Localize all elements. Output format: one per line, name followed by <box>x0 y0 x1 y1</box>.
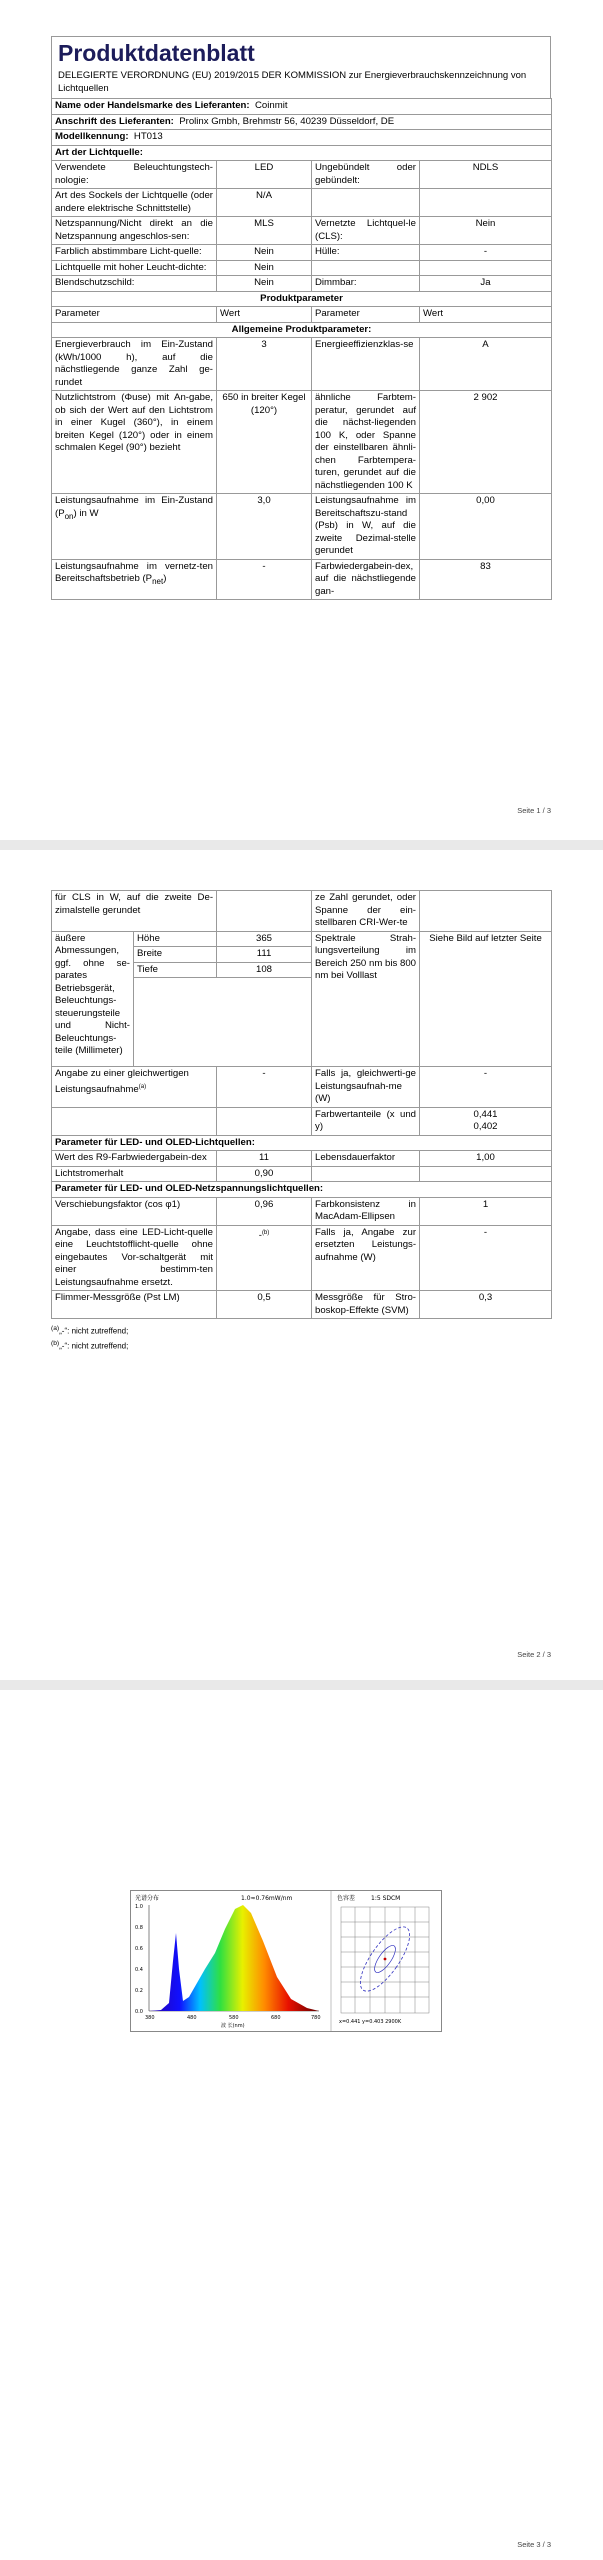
cell-label-text: Leistungsaufnahme im Ein-Zustand (P <box>55 495 213 519</box>
tolerance-title: 色容差 <box>337 1895 356 1902</box>
general-header: Allgemeine Produktparameter: <box>52 322 552 338</box>
cell-label: Lebensdauerfaktor <box>312 1151 420 1167</box>
col-value: Wert <box>217 307 312 323</box>
cell-label <box>52 559 217 600</box>
cell-label <box>312 260 420 276</box>
table-row <box>52 276 552 292</box>
spectral-value: Siehe Bild auf letzter Seite <box>420 931 552 1067</box>
cell-value: N/A <box>217 189 312 217</box>
cell-label: Verschiebungsfaktor (cos φ1) <box>52 1197 217 1225</box>
cell-label: Art des Sockels der Lichtquelle (oder andere elektrische Schnittstelle) <box>52 189 217 217</box>
page-number: Seite 2 / 3 <box>517 1650 551 1659</box>
footnote-text: „-“: nicht zutreffend; <box>59 1326 129 1336</box>
chroma-y: 0,402 <box>473 1121 498 1132</box>
footnote-a <box>51 1323 551 1338</box>
cell-label: Lichtstromerhalt <box>52 1166 217 1182</box>
cell-value: - <box>420 1067 552 1108</box>
cell-value: 1,00 <box>420 1151 552 1167</box>
cell-value <box>420 891 552 932</box>
cell-value: 0,5 <box>217 1291 312 1319</box>
cell-value: Nein <box>217 260 312 276</box>
cell-label: Ungebündelt oder gebündelt: <box>312 161 420 189</box>
cell-label-text: Angabe zu einer gleichwertigen Leistungsaufnahme <box>55 1068 189 1095</box>
lightsource-header-row <box>52 145 552 161</box>
table-row <box>52 494 552 560</box>
chromaticity-point <box>384 1958 387 1961</box>
led-header-row <box>52 1135 552 1151</box>
cell-value: Nein <box>217 276 312 292</box>
x-tick: 580 <box>229 2015 239 2021</box>
cell-label: Falls ja, Angabe zur ersetzten Leistungs-aufnahme (W) <box>312 1225 420 1291</box>
cell-label <box>52 1107 217 1135</box>
cell-label-text: ) in W <box>73 507 99 519</box>
table-row <box>52 391 552 494</box>
cell-value <box>420 260 552 276</box>
cell-label-text: ) <box>163 573 167 584</box>
cell-label: Nutzlichtstrom (Φuse) mit An-gabe, ob sich der Wert auf den Lichtstrom in einer Kugel (360°), in einem breiten Kegel (120°) oder in einem schmalen Kegel (90°) bezieht <box>52 391 217 494</box>
cell-value: 3 <box>217 338 312 391</box>
cell-value: 83 <box>420 559 552 600</box>
cell-value <box>420 1107 552 1135</box>
led-header: Parameter für LED- und OLED-Lichtquellen: <box>52 1135 552 1151</box>
cell-label: Messgröße für Stro-boskop-Effekte (SVM) <box>312 1291 420 1319</box>
table-row <box>52 1151 552 1167</box>
cell-label: Angabe, dass eine LED-Licht-quelle eine Leuchtstofflicht-quelle ohne eingebautes Vor-schaltgerät mit einer bestimm-ten Leistungsaufnahme ersetzt. <box>52 1225 217 1291</box>
lightsource-header: Art der Lichtquelle: <box>52 145 552 161</box>
cell-value: 0,90 <box>217 1166 312 1182</box>
supplier-address-label: Anschrift des Lieferanten: <box>55 115 174 127</box>
regulation-subtitle: DELEGIERTE VERORDNUNG (EU) 2019/2015 DER KOMMISSION zur Energieverbrauchskennzeichnung von Lichtquellen <box>58 70 527 94</box>
table-row <box>52 161 552 189</box>
chroma-x: 0,441 <box>473 1108 498 1120</box>
spectral-label: Spektrale Strah-lungsverteilung im Bereich 250 nm bis 800 nm bei Volllast <box>312 931 420 1067</box>
cell-label <box>52 494 217 560</box>
width-label: Breite <box>134 947 217 963</box>
y-tick: 0.8 <box>135 1925 143 1931</box>
cell-value: 3,0 <box>217 494 312 560</box>
cell-value: Nein <box>217 245 312 261</box>
depth-label: Tiefe <box>134 962 217 978</box>
cell-value: 0,96 <box>217 1197 312 1225</box>
cell-label: Energieverbrauch im Ein-Zustand (kWh/1000 h), auf die nächstliegende ganze Zahl ge-rundet <box>52 338 217 391</box>
cell-label: Hülle: <box>312 245 420 261</box>
params-column-row <box>52 307 552 323</box>
cell-label <box>312 189 420 217</box>
table-row <box>52 1067 552 1108</box>
table-row <box>52 338 552 391</box>
col-parameter: Parameter <box>52 307 217 323</box>
cell-value: 2 902 <box>420 391 552 494</box>
footnote-ref: (b) <box>261 1229 270 1236</box>
params-header-row <box>52 291 552 307</box>
table-row <box>52 260 552 276</box>
cell-label: Lichtquelle mit hoher Leucht-dichte: <box>52 260 217 276</box>
cell-value: 11 <box>217 1151 312 1167</box>
y-ticks <box>135 1904 143 2015</box>
cell-value: - <box>420 1225 552 1291</box>
x-tick: 680 <box>271 2015 281 2021</box>
table-row <box>52 1225 552 1291</box>
cell-label: Farbwiedergabein-dex, auf die nächstliegende gan- <box>312 559 420 600</box>
page-3 <box>0 1690 603 2560</box>
footnote-text: „-“: nicht zutreffend; <box>59 1341 129 1351</box>
model-label: Modellkennung: <box>55 131 129 142</box>
cell-label: ähnliche Farbtem-peratur, gerundet auf die nächst-liegenden 100 K, oder Spanne der einstellbaren ähnli-chen Farbtempera-turen, gerundet auf die nächstliegenden 100 K <box>312 391 420 494</box>
general-header-row <box>52 322 552 338</box>
cell-label: Farbkonsistenz in MacAdam-Ellipsen <box>312 1197 420 1225</box>
y-tick: 0.2 <box>135 1988 143 1994</box>
y-tick: 0.6 <box>135 1946 143 1952</box>
cell-label <box>52 1067 217 1108</box>
dims-blank <box>134 978 312 1067</box>
model-row <box>52 130 552 146</box>
cell-label: Blendschutzschild: <box>52 276 217 292</box>
page-number: Seite 3 / 3 <box>517 2540 551 2549</box>
table-row <box>52 217 552 245</box>
supplier-name-row <box>52 99 552 115</box>
tolerance-scale: 1:5 SDCM <box>371 1895 401 1902</box>
spectrum-curve <box>149 1905 319 2011</box>
cell-label: Farbwertanteile (x und y) <box>312 1107 420 1135</box>
supplier-name-label: Name oder Handelsmarke des Lieferanten: <box>55 100 250 111</box>
cell-label: Falls ja, gleichwerti-ge Leistungsaufnah-me (W) <box>312 1067 420 1108</box>
cell-value: 650 in breiter Kegel (120°) <box>217 391 312 494</box>
y-tick: 0.4 <box>135 1967 143 1973</box>
page-title: Produktdatenblatt <box>58 40 255 66</box>
table-row <box>52 245 552 261</box>
table-row <box>52 559 552 600</box>
y-tick: 1.0 <box>135 1904 143 1910</box>
spectrum-svg <box>131 1891 441 2031</box>
footnote-b <box>51 1338 551 1353</box>
cell-value <box>420 1166 552 1182</box>
table-row <box>52 1197 552 1225</box>
cell-value <box>217 891 312 932</box>
cell-label-text: Leistungsaufnahme im vernetz-ten Bereitschaftsbetrieb (P <box>55 560 213 584</box>
table-row <box>52 1166 552 1182</box>
cell-label: Verwendete Beleuchtungstech-nologie: <box>52 161 217 189</box>
product-sheet-continued <box>51 890 551 1352</box>
cell-value: Nein <box>420 217 552 245</box>
cell-label: Vernetzte Lichtquel-le (CLS): <box>312 217 420 245</box>
header-box <box>51 36 551 98</box>
x-axis-label: 波 长(nm) <box>221 2023 245 2029</box>
x-tick: 380 <box>145 2015 155 2021</box>
cell-label: Flimmer-Messgröße (Pst LM) <box>52 1291 217 1319</box>
cell-label: Wert des R9-Farbwiedergabein-dex <box>52 1151 217 1167</box>
col-parameter-2: Parameter <box>312 307 420 323</box>
cell-label: ze Zahl gerundet, oder Spanne der ein-stellbaren CRI-Wer-te <box>312 891 420 932</box>
cell-label: Netzspannung/Nicht direkt an die Netzspannung angeschlos-sen: <box>52 217 217 245</box>
tolerance-footer: x=0.441 y=0.403 2900K <box>339 2019 402 2025</box>
page-number: Seite 1 / 3 <box>517 806 551 815</box>
params-table-continued <box>51 890 552 1319</box>
x-tick: 480 <box>187 2015 197 2021</box>
cell-value: NDLS <box>420 161 552 189</box>
model-value: HT013 <box>133 131 163 142</box>
subscript: net <box>152 576 164 586</box>
spectrum-scale: 1.0≈0.76mW/nm <box>241 1895 293 1902</box>
mains-header-row <box>52 1182 552 1198</box>
col-value-2: Wert <box>420 307 552 323</box>
params-header: Produktparameter <box>52 291 552 307</box>
supplier-table <box>51 98 552 600</box>
spectrum-title: 光谱分布 <box>135 1895 160 1902</box>
page-2 <box>0 850 603 1680</box>
cell-value <box>420 189 552 217</box>
height-value: 365 <box>217 931 312 947</box>
cell-label: Energieeffizienzklas-se <box>312 338 420 391</box>
dimensions-label: äußere Abmessungen, ggf. ohne se-parates Betriebsgerät, Beleuchtungs-steuerungsteile und Nicht-Beleuchtungs-teile (Millimeter) <box>52 931 134 1067</box>
cell-label: für CLS in W, auf die zweite De-zimalstelle gerundet <box>52 891 217 932</box>
cell-value: 0,3 <box>420 1291 552 1319</box>
cell-value: - <box>420 245 552 261</box>
cell-value: Ja <box>420 276 552 292</box>
cell-value: - <box>217 1067 312 1108</box>
cell-value <box>217 1225 312 1291</box>
x-ticks <box>145 2015 321 2021</box>
footnote-marker: (a) <box>51 1325 60 1332</box>
dims-row <box>52 931 552 947</box>
footnote-marker: (b) <box>51 1339 60 1347</box>
cell-label: Dimmbar: <box>312 276 420 292</box>
subscript: on <box>64 511 74 521</box>
supplier-address-value: Prolinx Gmbh, Brehmstr 56, 40239 Düsseldorf, DE <box>179 115 395 127</box>
y-tick: 0.0 <box>135 2009 143 2015</box>
mains-header: Parameter für LED- und OLED-Netzspannungslichtquellen: <box>52 1182 552 1198</box>
cell-label <box>312 1166 420 1182</box>
cell-label: Leistungsaufnahme im Bereitschaftszu-stand (Psb) in W, auf die zweite Dezimal-stelle gerundet <box>312 494 420 560</box>
cell-value <box>217 1107 312 1135</box>
page-1 <box>0 0 603 840</box>
cell-value: LED <box>217 161 312 189</box>
cell-value-text: - <box>258 1229 262 1241</box>
table-row <box>52 189 552 217</box>
cell-value: A <box>420 338 552 391</box>
depth-value: 108 <box>217 962 312 978</box>
cell-value: 1 <box>420 1197 552 1225</box>
spectrum-figure <box>130 1890 442 2032</box>
footnote-ref: (a) <box>138 1083 147 1090</box>
table-row <box>52 1107 552 1135</box>
cell-value: MLS <box>217 217 312 245</box>
table-row <box>52 891 552 932</box>
table-row <box>52 1291 552 1319</box>
supplier-name-value: Coinmit <box>254 100 288 111</box>
supplier-address-row <box>52 114 552 130</box>
product-sheet <box>51 36 551 600</box>
cell-value: - <box>217 559 312 600</box>
x-tick: 780 <box>311 2015 321 2021</box>
width-value: 111 <box>217 947 312 963</box>
cell-value: 0,00 <box>420 494 552 560</box>
height-label: Höhe <box>134 931 217 947</box>
cell-label: Farblich abstimmbare Licht-quelle: <box>52 245 217 261</box>
